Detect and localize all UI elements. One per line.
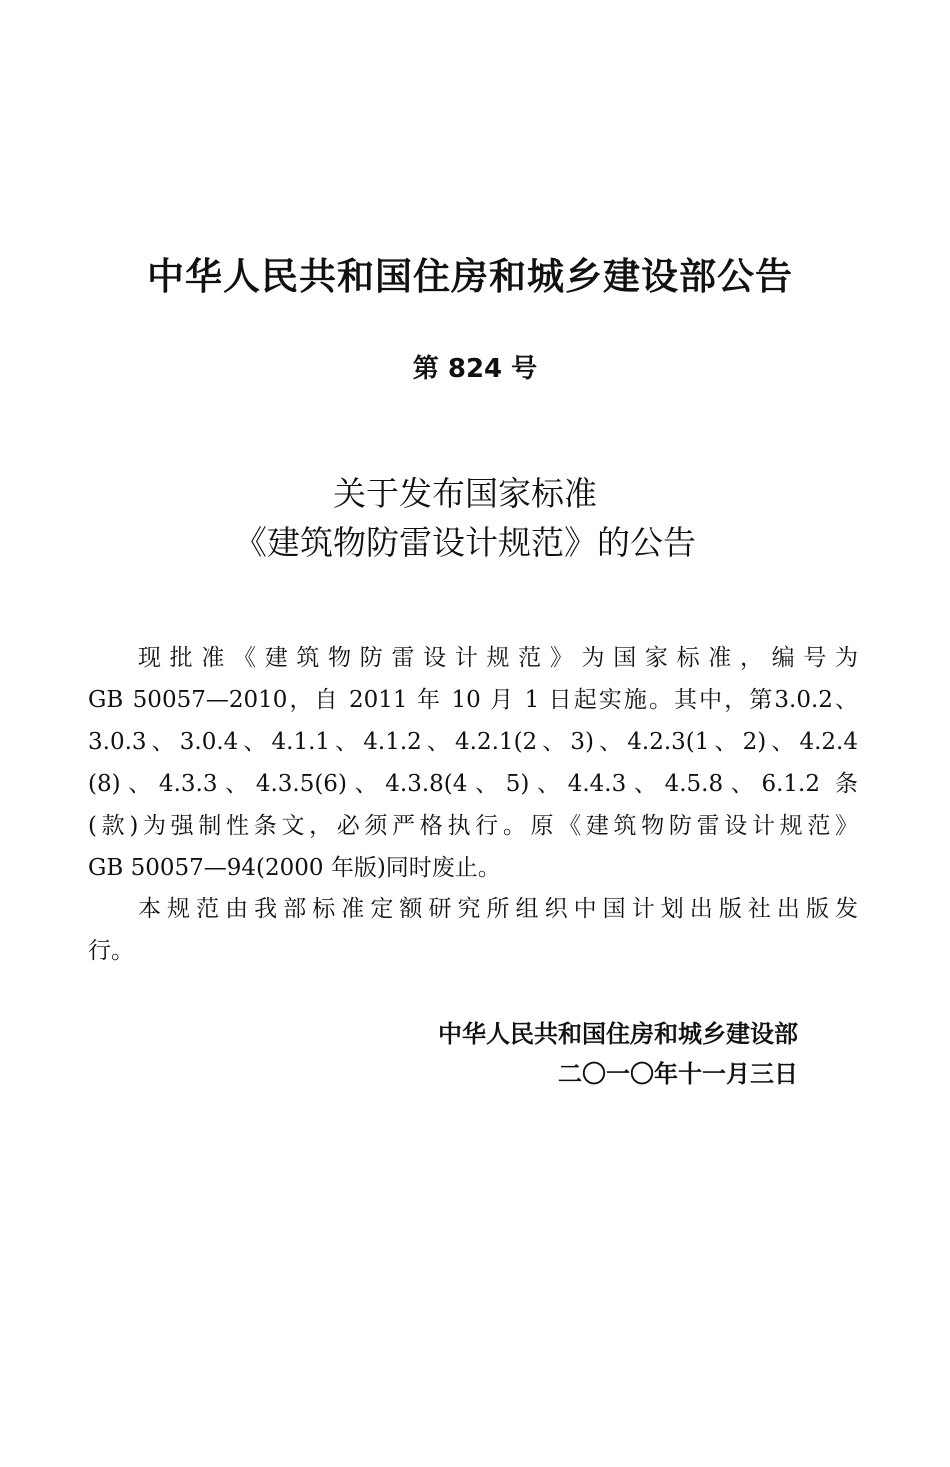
body-line: 现批准《建筑物防雷设计规范》为国家标准，编号为 (138, 645, 858, 671)
body-line: 3.0.3、3.0.4、4.1.1、4.1.2、4.2.1(2、3)、4.2.3(1、2)、4.2.4 (88, 729, 858, 755)
body-line: 本规范由我部标准定额研究所组织中国计划出版社出版发 (138, 896, 858, 922)
document-title: 中华人民共和国住房和城乡建设部公告 (147, 255, 793, 298)
announcement-number: 第 824 号 (412, 354, 538, 384)
body-line: 行。 (88, 938, 134, 964)
signature-date: 二〇一〇年十一月三日 (558, 1060, 798, 1088)
signature-organization: 中华人民共和国住房和城乡建设部 (438, 1020, 798, 1048)
body-line: GB 50057—94(2000 年版)同时废止。 (88, 855, 501, 881)
body-line: GB 50057—2010，自 2011 年 10 月 1 日起实施。其中，第3.0.2、 (88, 687, 858, 713)
body-line: (8)、4.3.3、4.3.5(6)、4.3.8(4、5)、4.4.3、4.5.8、6.1.2 条 (88, 771, 858, 797)
subject-line-2: 《建筑物防雷设计规范》的公告 (234, 523, 696, 562)
body-line: (款)为强制性条文，必须严格执行。原《建筑物防雷设计规范》 (88, 813, 858, 839)
subject-line-1: 关于发布国家标准 (333, 474, 597, 513)
